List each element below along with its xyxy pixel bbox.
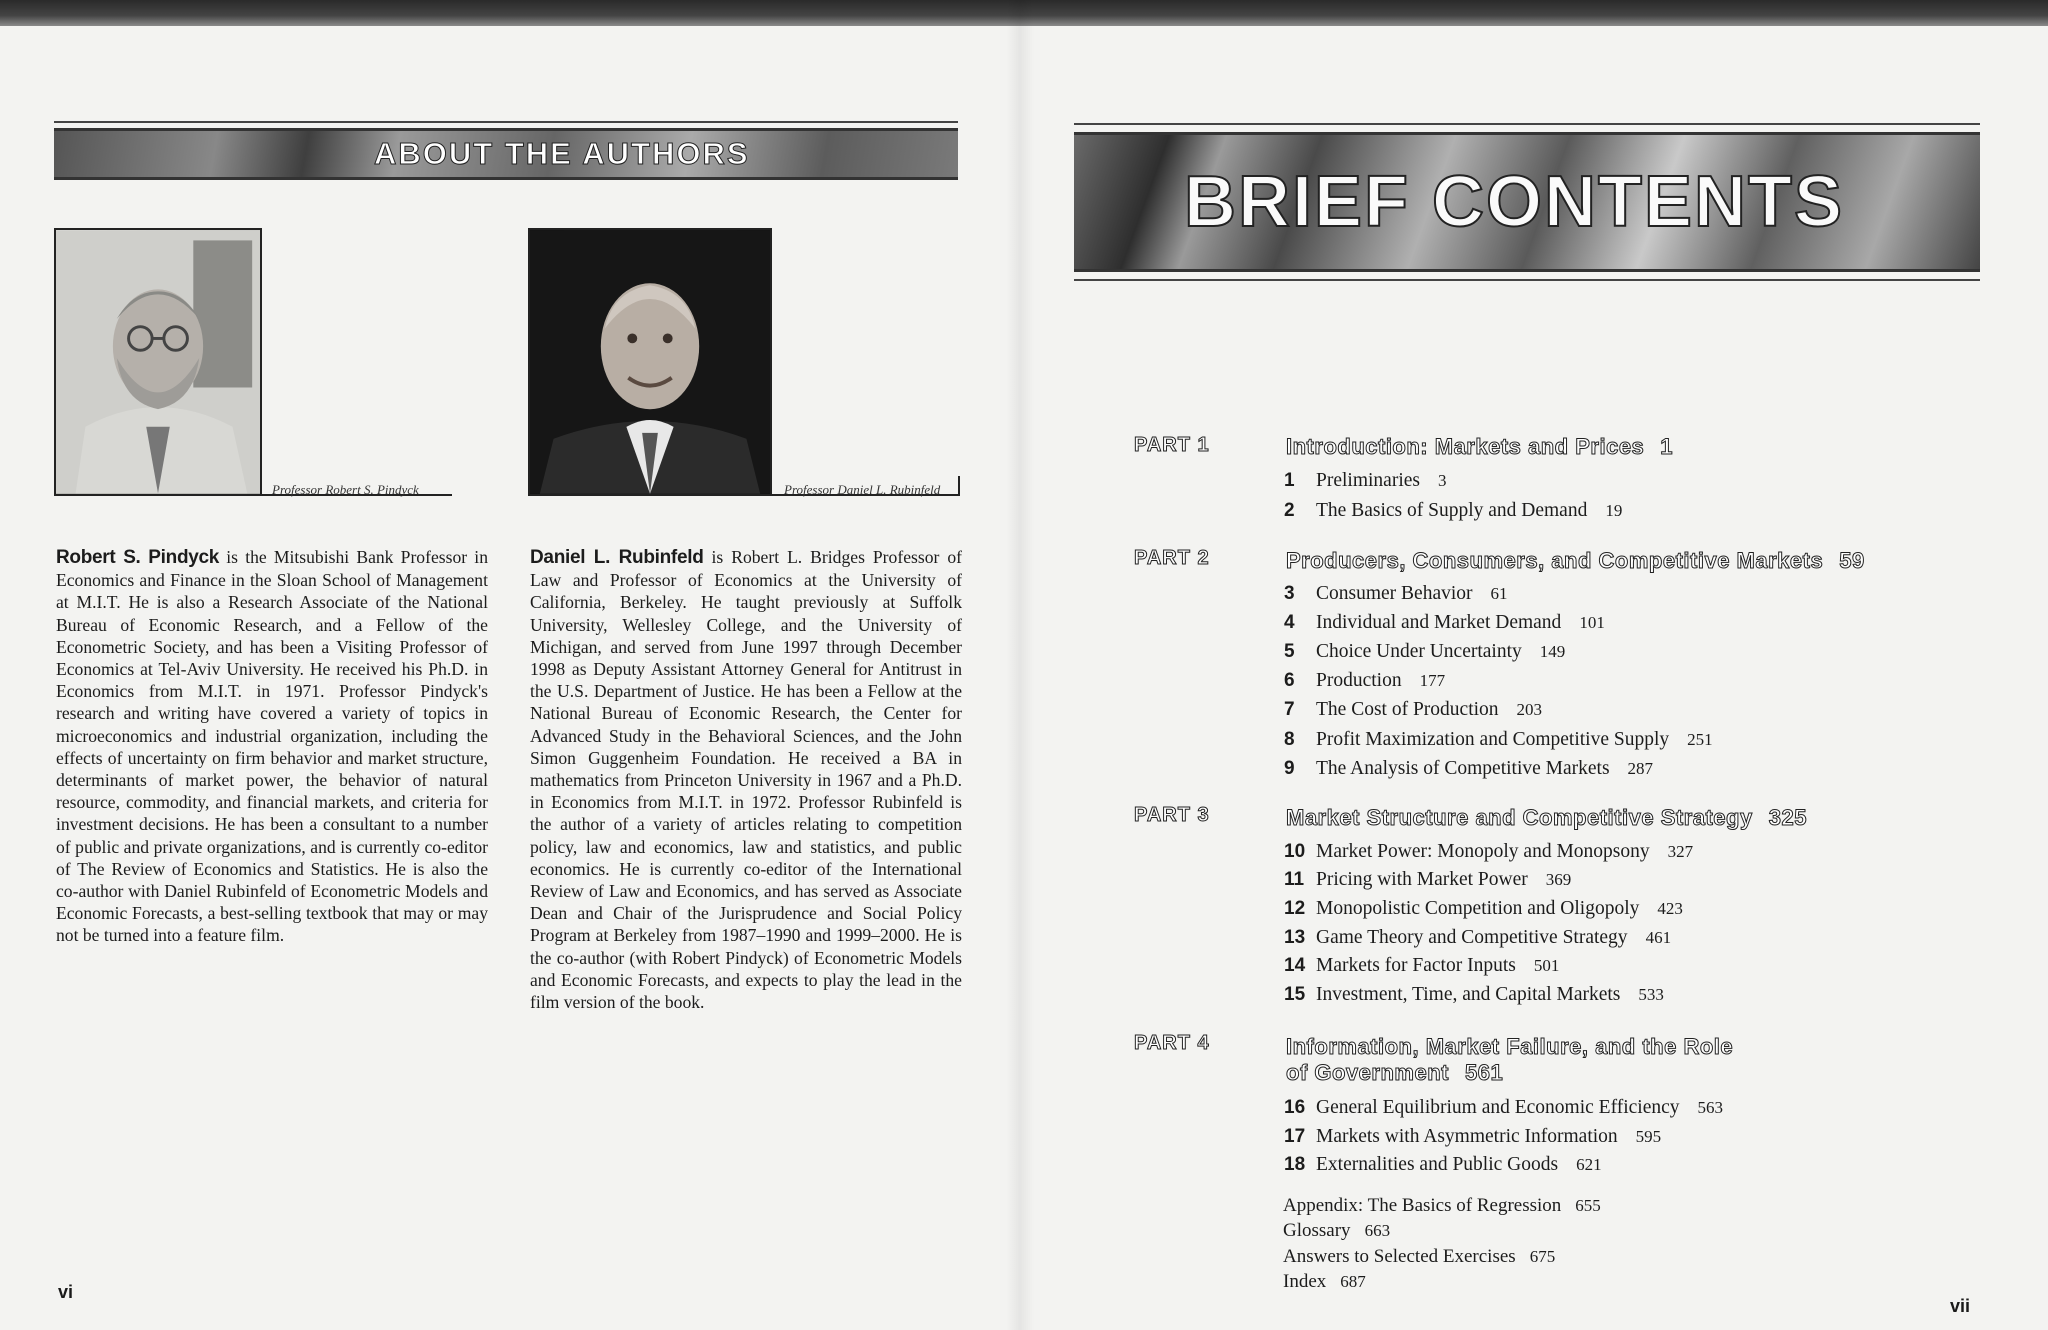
chapter-number: 16 [1284, 1097, 1306, 1118]
part-label-1: PART 1 [1134, 434, 1210, 456]
part-page: 325 [1768, 805, 1807, 830]
bio-text-pindyck: is the Mitsubishi Bank Professor in Economics and Finance in the Sloan School of Management at M.I.T. He is also a Research Associate of the National Bureau of Economic Research, and a Fellow of the Econometric Society, and has been a Visiting Professor of Economics at Tel-Aviv University. He received his Ph.D. in Economics from M.I.T. in 1971. Professor Pindyck's research and writing have covered a variety of topics in microeconomics and industrial organization, including the effects of uncertainty on firm behavior and market structure, determinants of market power, the behavior of natural resource, commodity, and financial markets, and criteria for investment decisions. He has been a consultant to a number of public and private organizations, and is currently co-editor of The Review of Economics and Statistics. He is also the co-author with Daniel Rubinfeld of Econometric Models and Economic Forecasts, a best-selling textbook that may or may not be turned into a feature film. [56, 547, 488, 946]
chapter-title: Investment, Time, and Capital Markets [1316, 984, 1621, 1005]
brief-contents-banner [1074, 132, 1980, 272]
chapter-number: 9 [1284, 758, 1295, 779]
chapter-title: Monopolistic Competition and Oligopoly [1316, 898, 1640, 919]
part-page: 1 [1660, 434, 1674, 459]
chapter-page: 287 [1627, 759, 1654, 778]
chapter-page: 369 [1545, 870, 1572, 889]
author-name-rubinfeld: Daniel L. Rubinfeld [530, 547, 704, 568]
chapter-number: 5 [1284, 641, 1295, 662]
chapter-entry [1284, 500, 1622, 522]
part-title-line-1: Information, Market Failure, and the Role [1286, 1034, 1734, 1059]
chapter-page: 595 [1635, 1127, 1662, 1146]
backmatter-page: 675 [1529, 1247, 1556, 1266]
chapter-page: 563 [1697, 1098, 1724, 1117]
part-label-2: PART 2 [1134, 547, 1210, 569]
chapter-title: General Equilibrium and Economic Efficiency [1316, 1097, 1680, 1118]
chapter-title: Markets with Asymmetric Information [1316, 1126, 1618, 1147]
chapter-title: Markets for Factor Inputs [1316, 955, 1516, 976]
backmatter-entry [1283, 1271, 1366, 1293]
chapter-page: 461 [1645, 928, 1672, 947]
part-title-text: of Government [1286, 1060, 1449, 1085]
page-number-right: vii [1950, 1296, 1971, 1316]
chapter-title: Market Power: Monopoly and Monopsony [1316, 841, 1650, 862]
banner-rule-top [1074, 123, 1980, 125]
chapter-page: 251 [1687, 730, 1713, 749]
chapter-title: The Basics of Supply and Demand [1316, 500, 1588, 521]
part-title-text: Introduction: Markets and Prices [1286, 434, 1645, 459]
chapter-page: 423 [1657, 899, 1683, 918]
chapter-entry [1284, 583, 1508, 605]
portrait-rubinfeld-illustration [530, 230, 770, 494]
chapter-title: Choice Under Uncertainty [1316, 641, 1522, 662]
chapter-page: 177 [1419, 671, 1446, 690]
chapter-entry [1284, 612, 1605, 634]
author-photo-pindyck [54, 228, 262, 496]
chapter-page: 327 [1667, 842, 1694, 861]
chapter-number: 10 [1284, 841, 1306, 862]
backmatter-page: 655 [1575, 1196, 1601, 1215]
chapter-number: 12 [1284, 898, 1306, 919]
chapter-page: 533 [1638, 985, 1664, 1004]
chapter-page: 621 [1576, 1155, 1602, 1174]
chapter-entry [1284, 1126, 1661, 1148]
author-bio-rubinfeld [530, 546, 962, 1013]
backmatter-title: Appendix: The Basics of Regression [1283, 1195, 1562, 1216]
chapter-entry [1284, 670, 1445, 692]
chapter-entry [1284, 984, 1664, 1006]
chapter-entry [1284, 641, 1565, 663]
part-title-1 [1286, 434, 1673, 460]
chapter-title: Game Theory and Competitive Strategy [1316, 927, 1628, 948]
chapter-entry [1284, 1154, 1602, 1176]
chapter-entry [1284, 699, 1542, 721]
backmatter-title: Index [1283, 1271, 1327, 1292]
chapter-number: 3 [1284, 583, 1295, 604]
chapter-entry [1284, 470, 1446, 492]
chapter-title: Profit Maximization and Competitive Supply [1316, 729, 1670, 750]
chapter-title: Pricing with Market Power [1316, 869, 1528, 890]
author-photo-rubinfeld [528, 228, 772, 496]
part-page: 59 [1839, 548, 1865, 573]
chapter-number: 7 [1284, 699, 1295, 720]
part-title-line-2 [1286, 1060, 1733, 1086]
part-title-text: Market Structure and Competitive Strategy [1286, 805, 1753, 830]
chapter-number: 11 [1284, 869, 1305, 890]
photo-caption-rubinfeld: Professor Daniel L. Rubinfeld [784, 482, 941, 497]
backmatter-title: Glossary [1283, 1220, 1351, 1241]
chapter-entry [1284, 955, 1559, 977]
part-title-2 [1286, 548, 1865, 574]
part-title-3 [1286, 805, 1807, 831]
chapter-entry [1284, 841, 1693, 863]
about-authors-banner [54, 128, 958, 180]
chapter-number: 2 [1284, 500, 1295, 521]
chapter-page: 101 [1579, 613, 1605, 632]
about-authors-title: ABOUT THE AUTHORS [374, 136, 750, 171]
chapter-number: 15 [1284, 984, 1306, 1005]
part-page: 561 [1464, 1060, 1504, 1085]
chapter-page: 203 [1516, 700, 1543, 719]
banner-rule-bottom [1074, 279, 1980, 281]
chapter-page: 19 [1605, 501, 1623, 520]
banner-rule [54, 121, 958, 123]
chapter-title: Externalities and Public Goods [1316, 1154, 1559, 1175]
chapter-title: Individual and Market Demand [1316, 612, 1562, 633]
author-bio-pindyck [56, 546, 488, 947]
chapter-number: 4 [1284, 612, 1295, 633]
part-title-text: Producers, Consumers, and Competitive Markets [1286, 548, 1824, 573]
brief-contents-title: BRIEF CONTENTS [1184, 162, 1845, 242]
chapter-title: Production [1316, 670, 1402, 691]
photo-caption-pindyck: Professor Robert S. Pindyck [272, 482, 419, 497]
part-label-3: PART 3 [1134, 804, 1210, 826]
chapter-entry [1284, 898, 1683, 920]
chapter-page: 149 [1539, 642, 1566, 661]
chapter-entry [1284, 1097, 1723, 1119]
bio-text-rubinfeld: is Robert L. Bridges Professor of Law and Professor of Economics at the University of California, Berkeley. He taught previously at Suffolk University, Wellesley College, and the University of Michigan, and served from June 1997 through December 1998 as Deputy Assistant Attorney General for Antitrust in the U.S. Department of Justice. He has been a Fellow at the National Bureau of Economic Research, the Center for Advanced Study in the Behavioral Sciences, and the John Simon Guggenheim Foundation. He received a BA in mathematics from Princeton University in 1967 and a Ph.D. in Economics from M.I.T. in 1972. Professor Rubinfeld is the author of a variety of articles relating to competition policy, law and economics, law and statistics, and public economics. He is currently co-editor of the International Review of Law and Economics, and has served as Associate Dean and Chair of the Jurisprudence and Social Policy Program at Berkeley from 1987–1990 and 1999–2000. He is the co-author (with Robert Pindyck) of Econometric Models and Economic Forecasts, and expects to play the lead in the film version of the book. [530, 547, 962, 1013]
chapter-number: 6 [1284, 670, 1295, 691]
chapter-title: The Cost of Production [1316, 699, 1499, 720]
backmatter-page: 687 [1340, 1272, 1366, 1291]
chapter-title: Preliminaries [1316, 470, 1420, 491]
chapter-title: Consumer Behavior [1316, 583, 1473, 604]
chapter-page: 61 [1490, 584, 1508, 603]
backmatter-entry [1283, 1195, 1601, 1217]
chapter-page: 501 [1533, 956, 1560, 975]
backmatter-entry [1283, 1220, 1390, 1242]
chapter-number: 8 [1284, 729, 1295, 750]
part-label-4: PART 4 [1134, 1032, 1210, 1054]
chapter-entry [1284, 869, 1571, 891]
portrait-pindyck-illustration [56, 230, 260, 494]
chapter-entry [1284, 927, 1671, 949]
backmatter-title: Answers to Selected Exercises [1283, 1246, 1516, 1267]
page-number-left: vi [58, 1282, 74, 1302]
backmatter-entry [1283, 1246, 1555, 1268]
book-gutter [1006, 0, 1034, 1330]
chapter-title: The Analysis of Competitive Markets [1316, 758, 1610, 779]
chapter-entry [1284, 758, 1653, 780]
chapter-number: 18 [1284, 1154, 1306, 1175]
part-title-4 [1286, 1034, 1733, 1086]
chapter-number: 14 [1284, 955, 1306, 976]
chapter-number: 13 [1284, 927, 1306, 948]
author-name-pindyck: Robert S. Pindyck [56, 547, 220, 568]
chapter-entry [1284, 729, 1713, 751]
backmatter-page: 663 [1364, 1221, 1391, 1240]
chapter-number: 1 [1284, 470, 1295, 491]
chapter-page: 3 [1437, 471, 1447, 490]
chapter-number: 17 [1284, 1126, 1306, 1147]
